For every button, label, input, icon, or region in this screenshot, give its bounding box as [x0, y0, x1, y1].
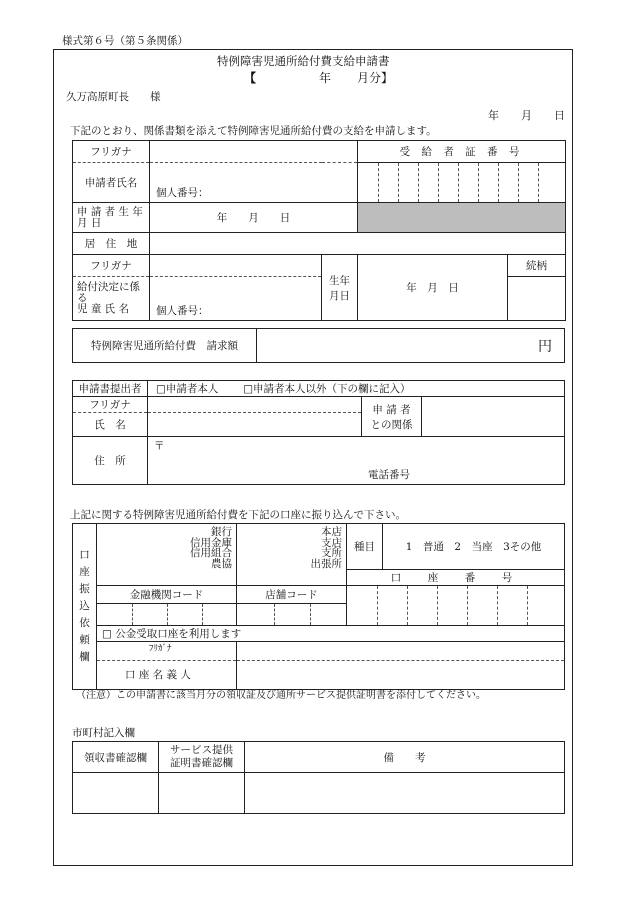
form-title: 特例障害児通所給付費支給申請書 — [217, 54, 390, 68]
remarks-label: 備 考 — [245, 742, 565, 773]
service-check-field[interactable] — [159, 773, 245, 814]
submitter-name-label: 氏 名 — [73, 413, 148, 437]
relation-label: 続柄 — [508, 255, 566, 277]
date-day: 日 — [554, 109, 565, 122]
public-account-option[interactable]: □ 公金受取口座を利用します — [97, 626, 565, 642]
period-year: 年 — [319, 71, 332, 85]
office-heading: 市町村記入欄 — [72, 727, 135, 739]
submitter-table — [72, 380, 565, 485]
form-frame — [53, 49, 573, 866]
institution-name-field[interactable]: 銀行 信用金庫 信用組合 農協 — [97, 524, 237, 586]
child-furigana-label: フリガナ — [73, 255, 150, 277]
addressee: 久万高原町長 様 — [66, 91, 161, 103]
branch-name-field[interactable]: 本店 支店 支所 出張所 — [237, 524, 347, 586]
claim-table — [72, 328, 565, 363]
child-furigana-field[interactable] — [150, 255, 322, 277]
account-number-label: 口 座 番 号 — [347, 570, 565, 586]
holder-furigana-label: ﾌﾘｶﾞﾅ — [149, 644, 172, 654]
shaded-block — [358, 203, 566, 233]
phone-label: 電話番号 — [368, 468, 410, 481]
child-name-label: 給付決定に係る 児 童 氏 名 — [73, 277, 150, 321]
bank-side-label: 口 座 振 込 依 頼 欄 — [73, 524, 97, 690]
submitter-address-field[interactable] — [148, 437, 565, 485]
applicant-table — [72, 140, 566, 321]
relation-field[interactable] — [508, 277, 566, 321]
submitter-name-field[interactable] — [148, 413, 362, 437]
claim-unit[interactable]: 円 — [257, 329, 565, 363]
date-month: 月 — [521, 109, 532, 122]
child-birth-label: 生年 月日 — [322, 255, 358, 321]
address-field[interactable] — [150, 233, 566, 255]
institution-code-label: 金融機関コード — [97, 586, 237, 604]
applicant-name-field[interactable] — [150, 163, 358, 203]
recipient-number-label: 受 給 者 証 番 号 — [358, 141, 566, 163]
receipt-check-label: 領収書確認欄 — [73, 742, 159, 773]
note-text: （注意）この申請書に該当月分の領収証及び通所サービス提供証明書を添付してください。 — [76, 690, 486, 701]
account-type-label: 種目 — [347, 524, 383, 570]
service-check-label: サービス提供 証明書確認欄 — [159, 742, 245, 773]
remarks-field[interactable] — [245, 773, 565, 814]
applicant-birth-value[interactable]: 年 月 日 — [150, 203, 358, 233]
account-number-boxes[interactable] — [347, 586, 565, 626]
postal-mark: 〒 — [154, 440, 165, 452]
account-holder-label — [97, 642, 237, 690]
applicant-name-label: 申請者氏名 — [73, 163, 150, 203]
account-type-options[interactable]: 1 普通 2 当座 3その他 — [383, 524, 565, 570]
account-holder-field[interactable] — [237, 642, 565, 690]
form-number: 様式第６号（第５条関係） — [62, 35, 188, 47]
submitter-relation-label: 申 請 者 との関係 — [362, 397, 422, 437]
submitter-relation-field[interactable] — [422, 397, 565, 437]
address-label: 居 住 地 — [73, 233, 150, 255]
recipient-number-boxes[interactable] — [358, 163, 566, 203]
date-year: 年 — [488, 109, 499, 122]
applicant-personal-number-label: 個人番号： — [156, 186, 209, 199]
child-name-field[interactable] — [150, 277, 322, 321]
submitter-label: 申請書提出者 — [73, 381, 148, 397]
holder-label: 口 座 名 義 人 — [125, 669, 191, 681]
office-table — [72, 741, 565, 814]
option-self-checkbox[interactable]: □申請者本人 — [156, 383, 219, 395]
submitter-furigana-field[interactable] — [148, 397, 362, 413]
applicant-birth-label: 申 請 者 生 年 月 日 — [73, 203, 150, 233]
bank-table — [72, 523, 565, 690]
submitter-options — [148, 381, 565, 397]
bank-intro: 上記に関する特例障害児通所給付費を下記の口座に振り込んで下さい。 — [70, 509, 406, 521]
submitter-furigana-label: フリガナ — [73, 397, 148, 413]
submitter-address-label: 住 所 — [73, 437, 148, 485]
child-birth-value[interactable]: 年 月 日 — [358, 255, 508, 321]
institution-code-boxes[interactable] — [97, 604, 237, 626]
branch-code-label: 店舗コード — [237, 586, 347, 604]
intro-text: 下記のとおり、関係書類を添えて特例障害児通所給付費の支給を申請します。 — [70, 125, 437, 137]
claim-label: 特例障害児通所給付費 請求額 — [73, 329, 257, 363]
receipt-check-field[interactable] — [73, 773, 159, 814]
option-other-checkbox[interactable]: □申請者本人以外（下の欄に記入） — [243, 383, 411, 395]
branch-code-boxes[interactable] — [237, 604, 347, 626]
period-open: 【 — [244, 71, 257, 85]
period-month: 月分】 — [357, 71, 394, 85]
applicant-furigana-field[interactable] — [150, 141, 358, 163]
child-personal-number-label: 個人番号： — [156, 304, 209, 317]
applicant-furigana-label: フリガナ — [73, 141, 150, 163]
